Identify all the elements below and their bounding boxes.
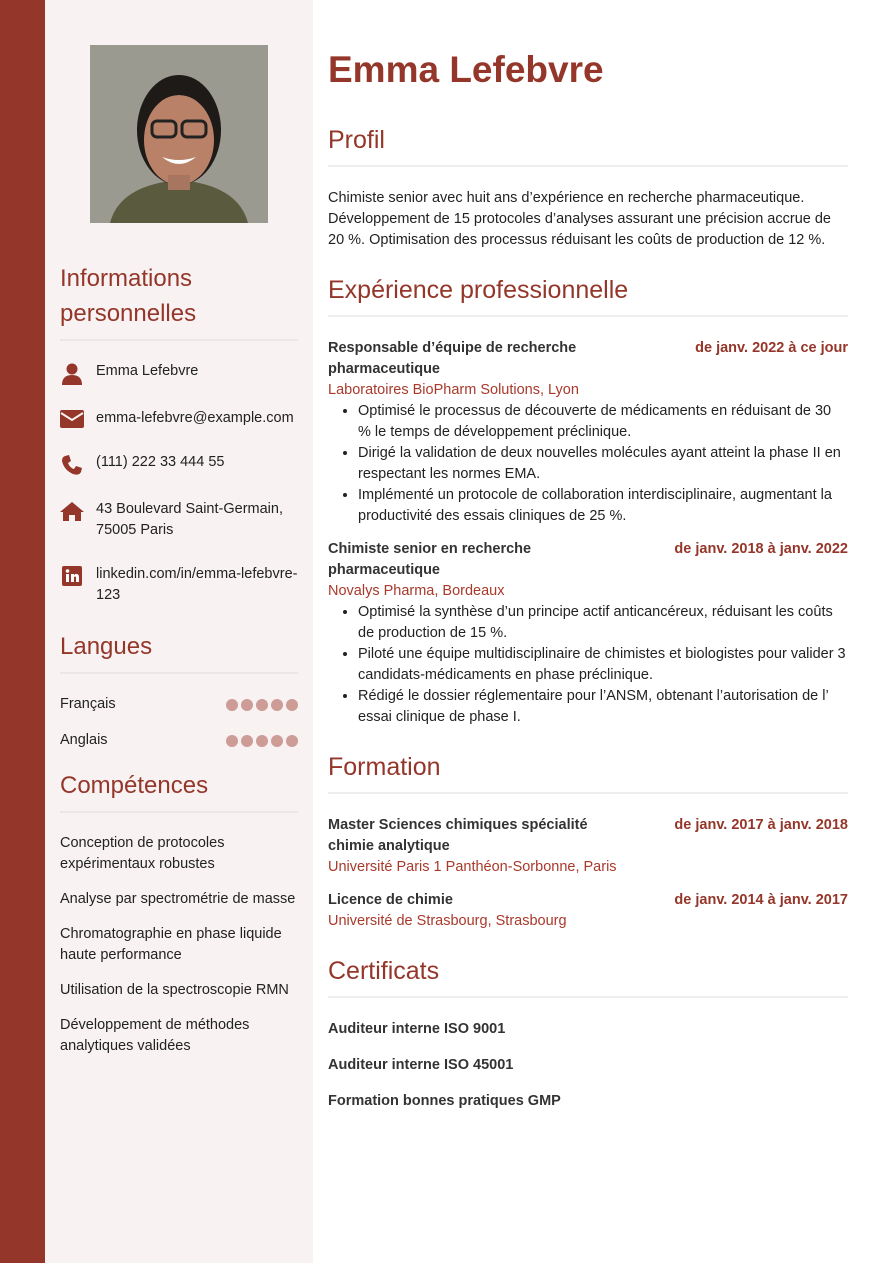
job-title: Responsable d’équipe de recherche pharmaceutique: [328, 340, 577, 377]
profile-text: Chimiste senior avec huit ans d’expérience en recherche pharmaceutique. Développement de 15 protocoles d’analyses assurant une précision accrue de 20 %. Optimisation des processus réduisant les coûts de production de 12 %.: [328, 190, 831, 248]
job-title: Chimiste senior en recherche pharmaceutique: [328, 541, 532, 578]
language-level: [226, 735, 298, 747]
language-name: Anglais: [60, 732, 108, 748]
skill-item: Conception de protocoles expérimentaux robustes: [60, 835, 225, 872]
candidate-name: Emma Lefebvre: [328, 49, 604, 90]
job-entry: [328, 338, 848, 527]
job-bullet: • Implémenté un protocole de collaboration interdisciplinaire, augmentant la productivité des essais cliniques de 25 %.: [358, 485, 848, 527]
degree-dates: de janv. 2014 à janv. 2017: [674, 892, 848, 908]
level-dot: [226, 735, 238, 747]
contact-text: Emma Lefebvre: [96, 363, 199, 379]
degree-title: Licence de chimie: [328, 892, 453, 908]
level-dot: [226, 699, 238, 711]
main-content: [328, 45, 848, 1134]
contact-text[interactable]: emma-lefebvre@example.com: [96, 410, 294, 426]
section-title-certificates: Certificats: [328, 954, 848, 998]
section-title-education: Formation: [328, 750, 848, 794]
job-bullet: • Optimisé la synthèse d’un principe actif anticancéreux, réduisant les coûts de production de 15 %.: [358, 602, 848, 644]
language-item: [60, 694, 298, 715]
certificate-item: Auditeur interne ISO 45001: [328, 1057, 514, 1073]
profile-photo: [90, 45, 268, 223]
envelope-icon: [60, 408, 84, 429]
linkedin-icon: [60, 564, 84, 606]
contact-text[interactable]: (111) 222 33 444 55: [96, 454, 225, 470]
level-dot: [271, 699, 283, 711]
contact-item[interactable]: [60, 499, 298, 541]
contact-text[interactable]: linkedin.com/in/emma-lefebvre-123: [96, 566, 298, 603]
skill-item: Utilisation de la spectroscopie RMN: [60, 982, 289, 998]
section-title-languages: Langues: [60, 629, 298, 674]
job-bullet: • Dirigé la validation de deux nouvelles molécules ayant atteint la phase II en respectant les normes EMA.: [358, 443, 848, 485]
level-dot: [286, 699, 298, 711]
user-icon: [60, 361, 84, 385]
home-icon: [60, 499, 84, 541]
language-item: [60, 730, 298, 751]
job-bullet: • Optimisé le processus de découverte de médicaments en réduisant de 30 % le temps de développement préclinique.: [358, 401, 848, 443]
certificate-item: Auditeur interne ISO 9001: [328, 1021, 506, 1037]
contact-item[interactable]: [60, 408, 298, 429]
language-name: Français: [60, 696, 116, 712]
job-company: Laboratoires BioPharm Solutions, Lyon: [328, 382, 579, 398]
accent-stripe: [0, 0, 45, 1263]
job-dates: de janv. 2022 à ce jour: [695, 340, 848, 356]
certificate-item: Formation bonnes pratiques GMP: [328, 1093, 561, 1109]
skill-item: Analyse par spectrométrie de masse: [60, 891, 296, 907]
skill-item: Chromatographie en phase liquide haute performance: [60, 926, 282, 963]
level-dot: [241, 735, 253, 747]
job-bullet: • Piloté une équipe multidisciplinaire de chimistes et biologistes pour valider 3 candidats-médicaments en phase préclinique.: [358, 644, 848, 686]
job-bullet: • Rédigé le dossier réglementaire pour l’ANSM, obtenant l’autorisation de l’ essai clinique de phase I.: [358, 686, 848, 728]
job-dates: de janv. 2018 à janv. 2022: [674, 541, 848, 557]
section-title-skills: Compétences: [60, 768, 298, 813]
section-title-profile: Profil: [328, 123, 848, 167]
section-title-info: Informations personnelles: [60, 261, 298, 341]
job-company: Novalys Pharma, Bordeaux: [328, 583, 505, 599]
language-level: [226, 699, 298, 711]
level-dot: [241, 699, 253, 711]
contact-item[interactable]: [60, 452, 298, 476]
section-title-experience: Expérience professionnelle: [328, 273, 848, 317]
school-name: Université Paris 1 Panthéon-Sorbonne, Paris: [328, 859, 617, 875]
contact-item[interactable]: [60, 564, 298, 606]
level-dot: [271, 735, 283, 747]
level-dot: [286, 735, 298, 747]
level-dot: [256, 735, 268, 747]
contact-item: [60, 361, 298, 385]
school-name: Université de Strasbourg, Strasbourg: [328, 913, 567, 929]
contact-text[interactable]: 43 Boulevard Saint-Germain, 75005 Paris: [96, 501, 283, 538]
phone-icon: [60, 452, 84, 476]
degree-title: Master Sciences chimiques spécialité chimie analytique: [328, 817, 588, 854]
level-dot: [256, 699, 268, 711]
sidebar: [45, 0, 313, 1263]
skill-item: Développement de méthodes analytiques validées: [60, 1017, 250, 1054]
job-entry: [328, 539, 848, 728]
education-entry: [328, 890, 848, 932]
education-entry: [328, 815, 848, 878]
degree-dates: de janv. 2017 à janv. 2018: [674, 817, 848, 833]
